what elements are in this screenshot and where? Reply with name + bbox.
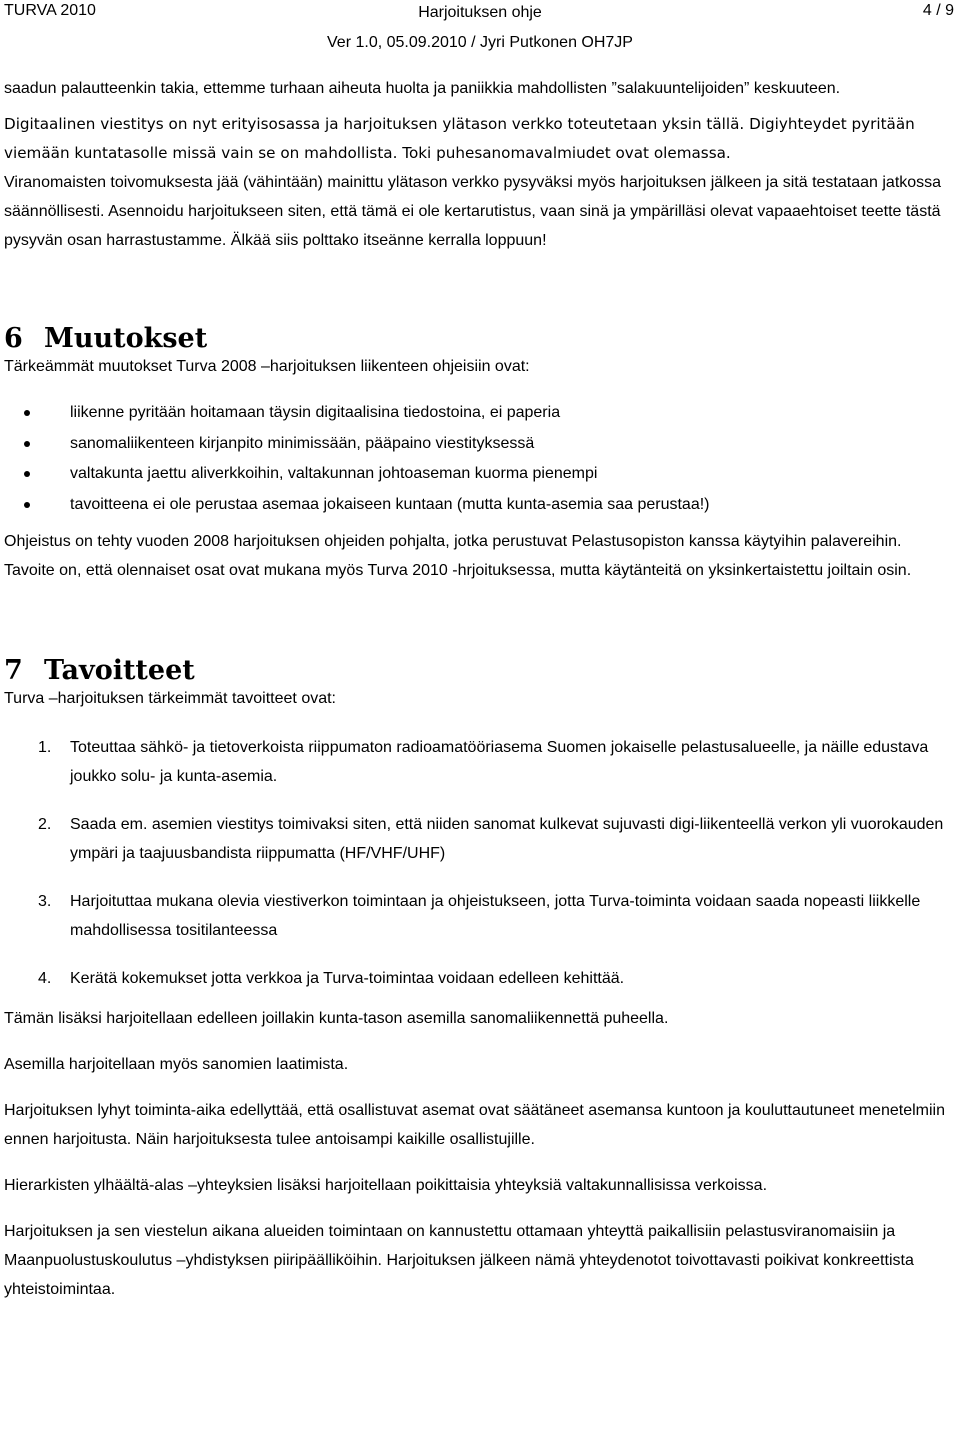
list-item: [4, 429, 954, 460]
changes-list: [4, 398, 954, 520]
list-item-text: Saada em. asemien viestitys toimivaksi siten, että niiden sanomat kulkevat sujuvasti digi-liikenteellä verkon yli vuorokauden ympäri ja taajuusbandista riippumatta (HF/VHF/UHF): [70, 816, 944, 862]
list-item-number: 1.: [38, 739, 52, 756]
document-body: [4, 74, 954, 1304]
section-6-number: 6: [4, 323, 23, 354]
list-item: [4, 887, 954, 945]
list-item-number: 3.: [38, 893, 52, 910]
bullet-icon: [24, 441, 30, 447]
list-item-text: liikenne pyritään hoitamaan täysin digitaalisina tiedostoina, ei paperia: [70, 404, 561, 421]
section-7-paragraph-2: Asemilla harjoitellaan myös sanomien laatimista.: [4, 1056, 349, 1073]
section-7-intro: Turva –harjoituksen tärkeimmät tavoitteet ovat:: [4, 690, 336, 707]
page-number: 4 / 9: [922, 2, 954, 19]
bullet-icon: [24, 502, 30, 508]
section-6-paragraph: Ohjeistus on tehty vuoden 2008 harjoituksen ohjeiden pohjalta, jotka perustuvat Pelastusopiston kanssa käytyihin palavereihin. Tavoite on, että olennaiset osat ovat mukana myös Turva 2010 -hrjoituksessa, mutta käytänteitä on yksinkertaistettu joiltain osin.: [4, 533, 912, 579]
list-item-text: Kerätä kokemukset jotta verkkoa ja Turva-toimintaa voidaan edelleen kehittää.: [70, 970, 625, 987]
list-item: [4, 490, 954, 521]
goals-list: [4, 733, 954, 993]
list-item: [4, 964, 954, 993]
section-7-number: 7: [4, 655, 23, 686]
bullet-icon: [24, 410, 30, 416]
list-item-number: 2.: [38, 816, 52, 833]
list-item-text: sanomaliikenteen kirjanpito minimissään, pääpaino viestityksessä: [70, 434, 535, 452]
list-item-number: 4.: [38, 970, 52, 987]
document-title: Harjoituksen ohje: [418, 4, 542, 21]
list-item: [4, 810, 954, 868]
paragraph-digital: [4, 110, 954, 168]
section-7-title: Tavoitteet: [44, 655, 195, 686]
section-7-paragraph-3: Harjoituksen lyhyt toiminta-aika edellyttää, että osallistuvat asemat ovat säätäneet asemansa kuntoon ja kouluttautuneet menetelmiin ennen harjoitusta. Näin harjoituksesta tulee antoisampi kaikille osallistujille.: [4, 1102, 945, 1148]
section-6-heading: [4, 323, 954, 355]
list-item: [4, 398, 954, 429]
document-version: Ver 1.0, 05.09.2010 / Jyri Putkonen OH7JP: [327, 34, 633, 51]
section-7-heading: [4, 655, 954, 687]
document-subtitle: [0, 0, 960, 58]
paragraph-continuation: saadun palautteenkin takia, ettemme turhaan aiheuta huolta ja paniikkia mahdollisten ”salakuuntelijoiden” keskuuteen.: [4, 80, 841, 97]
list-item-text: Toteuttaa sähkö- ja tietoverkoista riippumaton radioamatööriasema Suomen jokaiselle pelastusalueelle, ja näille edustava joukko solu- ja kunta-asemia.: [70, 739, 929, 785]
section-7-paragraph-4: Hierarkisten ylhäältä-alas –yhteyksien lisäksi harjoitellaan poikittaisia yhteyksiä valtakunnallisissa verkoissa.: [4, 1177, 768, 1194]
bullet-icon: [24, 471, 30, 477]
section-6-intro: Tärkeämmät muutokset Turva 2008 –harjoituksen liikenteen ohjeisiin ovat:: [4, 358, 530, 375]
list-item: [4, 459, 954, 490]
list-item-text: tavoitteena ei ole perustaa asemaa jokaiseen kuntaan (mutta kunta-asemia saa perustaa!): [70, 495, 710, 513]
document-name: TURVA 2010: [4, 2, 96, 19]
list-item-text: Harjoituttaa mukana olevia viestiverkon toimintaan ja ohjeistukseen, jotta Turva-toiminta voidaan saada nopeasti liikkelle mahdollisessa tositilanteessa: [70, 893, 921, 939]
section-6-title: Muutokset: [44, 323, 208, 354]
page-header: [0, 0, 960, 52]
list-item-text: valtakunta jaettu aliverkkoihin, valtakunnan johtoaseman kuorma pienempi: [70, 465, 598, 482]
section-7-paragraph-1: Tämän lisäksi harjoitellaan edelleen joillakin kunta-tason asemilla sanomaliikennettä puheella.: [4, 1010, 669, 1027]
list-item: [4, 733, 954, 791]
paragraph-digital-text: Digitaalinen viestitys on nyt erityisosassa ja harjoituksen ylätason verkko toteutetaan yksin tällä. Digiyhteydet pyritään viemään kuntatasolle missä vain se on mahdollista. Toki puhesanomavalmiudet ovat olemassa.: [4, 115, 915, 162]
paragraph-authorities: Viranomaisten toivomuksesta jää (vähintään) mainittu ylätason verkko pysyväksi myös harjoituksen jälkeen ja sitä testataan jatkossa säännöllisesti. Asennoidu harjoitukseen siten, että tämä ei ole kertarutistus, vaan sinä ja ympärilläsi olevat vapaaehtoiset teette tästä pysyvän osan harrastustamme. Älkää siis polttako itseänne kerralla loppuun!: [4, 174, 942, 249]
section-7-paragraph-5: Harjoituksen ja sen viestelun aikana alueiden toimintaan on kannustettu ottamaan yhteyttä paikallisiin pelastusviranomaisiin ja Maanpuolustuskoulutus –yhdistyksen piiripäälliköihin. Harjoituksen jälkeen nämä yhteydenotot toivottavasti poikivat konkreettista yhteistoimintaa.: [4, 1223, 914, 1298]
